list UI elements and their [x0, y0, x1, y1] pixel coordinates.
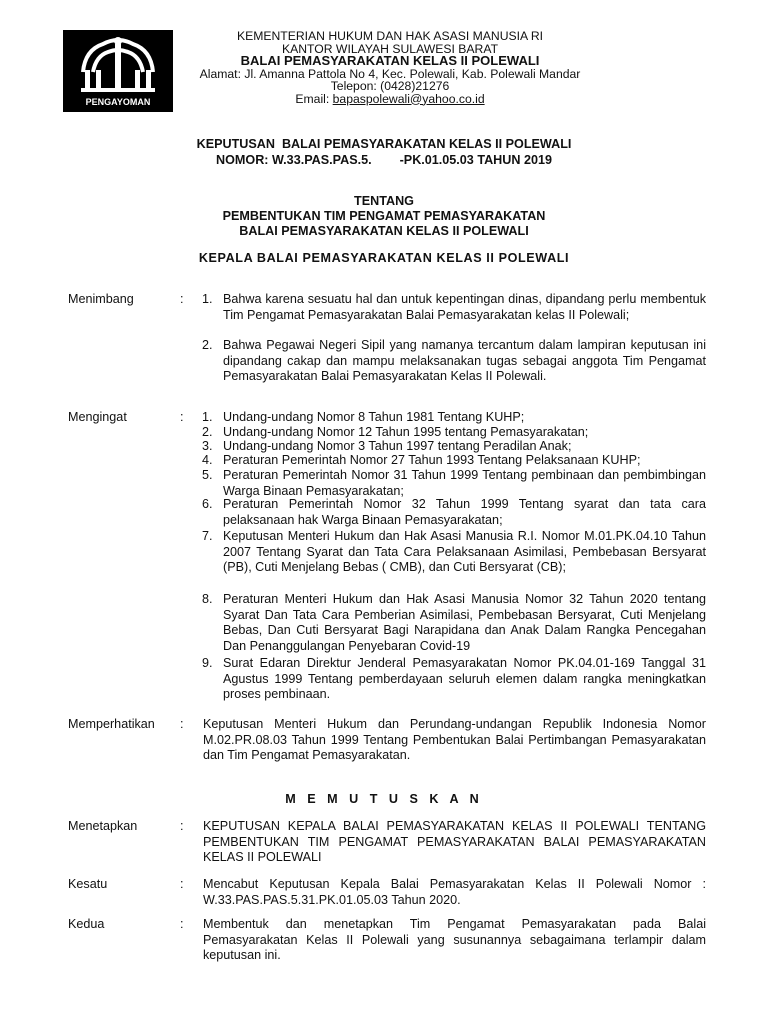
mengingat-num-5: 5.	[202, 468, 213, 482]
subject-line-1: PEMBENTUKAN TIM PENGAMAT PEMASYARAKATAN	[222, 209, 546, 223]
menimbang-label: Menimbang	[68, 292, 134, 306]
mengingat-item-1: Undang-undang Nomor 8 Tahun 1981 Tentang KUHP;	[223, 410, 525, 424]
logo-caption: PENGAYOMAN	[85, 97, 151, 107]
mengingat-item-2: Undang-undang Nomor 12 Tahun 1995 tentang Pemasyarakatan;	[223, 425, 589, 439]
mengingat-item-4: Peraturan Pemerintah Nomor 27 Tahun 1993 Tentang Pelaksanaan KUHP;	[223, 453, 641, 467]
kesatu-colon: :	[180, 877, 184, 891]
menetapkan-colon: :	[180, 819, 184, 833]
mengingat-item-3: Undang-undang Nomor 3 Tahun 1997 tentang Peradilan Anak;	[223, 439, 572, 453]
menimbang-colon: :	[180, 292, 184, 306]
memutuskan-heading: M E M U T U S K A N	[285, 792, 483, 806]
mengingat-item-6: Peraturan Pemerintah Nomor 32 Tahun 1999 Tentang syarat dan tata cara pelaksanaan hak Warga Binaan Pemasyarakatan;	[223, 497, 706, 527]
mengingat-item-5: Peraturan Pemerintah Nomor 31 Tahun 1999 Tentang pembinaan dan pembimbingan Warga Binaan Pemasyarakatan;	[223, 468, 706, 498]
subject-line-2: BALAI PEMASYARAKATAN KELAS II POLEWALI	[239, 224, 529, 238]
mengingat-item-7: Keputusan Menteri Hukum dan Hak Asasi Manusia R.I. Nomor M.01.PK.04.10 Tahun 2007 Tentang Syarat dan Tata Cara Pelaksanaan Asimilasi, Pembebasan Bersyarat (PB), Cuti Menjelang Bebas ( CMB), dan Cuti Bersyarat (CB);	[223, 529, 706, 574]
decision-title: KEPUTUSAN BALAI PEMASYARAKATAN KELAS II POLEWALI	[196, 137, 572, 151]
memperhatikan-label: Memperhatikan	[68, 717, 155, 731]
mengingat-colon: :	[180, 410, 184, 424]
email-label: Email:	[295, 91, 330, 106]
kedua-colon: :	[180, 917, 184, 931]
kedua-text: Membentuk dan menetapkan Tim Pengamat Pemasyarakatan pada Balai Pemasyarakatan Kelas II Polewali yang susunannya sebagaimana terlampir dalam keputusan ini.	[203, 917, 706, 962]
pengayoman-tree-icon	[63, 30, 173, 112]
menimbang-item-2: Bahwa Pegawai Negeri Sipil yang namanya tercantum dalam lampiran keputusan ini dipandang cakap dan mampu melaksanakan tugas sebagai anggota Tim Pengamat Pemasyarakatan Balai Pemasyarakatan Kelas II Polewali.	[223, 338, 706, 383]
kedua-label: Kedua	[68, 917, 105, 931]
menetapkan-text: KEPUTUSAN KEPALA BALAI PEMASYARAKATAN KELAS II POLEWALI TENTANG PEMBENTUKAN TIM PENGAMAT PEMASYARAKATAN BALAI PEMASYARAKATAN KELAS II POLEWALI	[203, 819, 706, 864]
mengingat-num-7: 7.	[202, 529, 213, 543]
pengayoman-logo	[63, 30, 173, 112]
mengingat-num-3: 3.	[202, 439, 213, 453]
mengingat-num-1: 1.	[202, 410, 213, 424]
address: Alamat: Jl. Amanna Pattola No 4, Kec. Polewali, Kab. Polewali Mandar	[199, 66, 581, 81]
menimbang-item-1: Bahwa karena sesuatu hal dan untuk kepentingan dinas, dipandang perlu membentuk Tim Pengamat Pemasyarakatan Balai Pemasyarakatan kelas II Polewali;	[223, 292, 706, 322]
mengingat-num-2: 2.	[202, 425, 213, 439]
letterhead	[180, 30, 600, 105]
menimbang-num-2: 2.	[202, 338, 213, 352]
mengingat-num-8: 8.	[202, 592, 213, 606]
phone: Telepon: (0428)21276	[330, 79, 450, 93]
kesatu-text: Mencabut Keputusan Kepala Balai Pemasyarakatan Kelas II Polewali Nomor : W.33.PAS.PAS.5.31.PK.01.05.03 Tahun 2020.	[203, 877, 706, 907]
menimbang-num-1: 1.	[202, 292, 213, 306]
office-name: KANTOR WILAYAH SULAWESI BARAT	[281, 41, 499, 56]
kesatu-label: Kesatu	[68, 877, 108, 891]
mengingat-num-9: 9.	[202, 656, 213, 670]
email-link[interactable]: bapaspolewali@yahoo.co.id	[332, 91, 485, 106]
memperhatikan-colon: :	[180, 717, 184, 731]
decision-number: NOMOR: W.33.PAS.PAS.5. -PK.01.05.03 TAHUN 2019	[216, 153, 552, 167]
tentang-heading: TENTANG	[354, 194, 414, 208]
email-line	[180, 93, 600, 106]
mengingat-item-9: Surat Edaran Direktur Jenderal Pemasyarakatan Nomor PK.04.01-169 Tanggal 31 Agustus 1999 Tentang pemberdayaan seluruh elemen dalam rangka meningkatkan proses pembinaan.	[223, 656, 706, 701]
institution-name: BALAI PEMASYARAKATAN KELAS II POLEWALI	[240, 53, 540, 68]
ministry-name: KEMENTERIAN HUKUM DAN HAK ASASI MANUSIA RI	[236, 29, 544, 43]
menetapkan-label: Menetapkan	[68, 819, 138, 833]
mengingat-label: Mengingat	[68, 410, 127, 424]
mengingat-num-4: 4.	[202, 453, 213, 467]
issuer-title: KEPALA BALAI PEMASYARAKATAN KELAS II POLEWALI	[198, 251, 570, 265]
mengingat-item-8: Peraturan Menteri Hukum dan Hak Asasi Manusia Nomor 32 Tahun 2020 tentang Syarat Dan Tata Cara Pemberian Asimilasi, Pembebasan Bersyarat, Cuti Menjelang Bebas, Dan Cuti Bersyarat Bagi Narapidana dan Anak Dalam Rangka Pencegahan Dan Penanggulangan Penyebaran Covid-19	[223, 592, 706, 653]
memperhatikan-text: Keputusan Menteri Hukum dan Perundang-undangan Republik Indonesia Nomor M.02.PR.08.03 Tahun 1999 Tentang Pembentukan Balai Pertimbangan Pemasyarakatan dan Tim Pengamat Pemasyarakatan.	[203, 717, 706, 762]
mengingat-num-6: 6.	[202, 497, 213, 511]
